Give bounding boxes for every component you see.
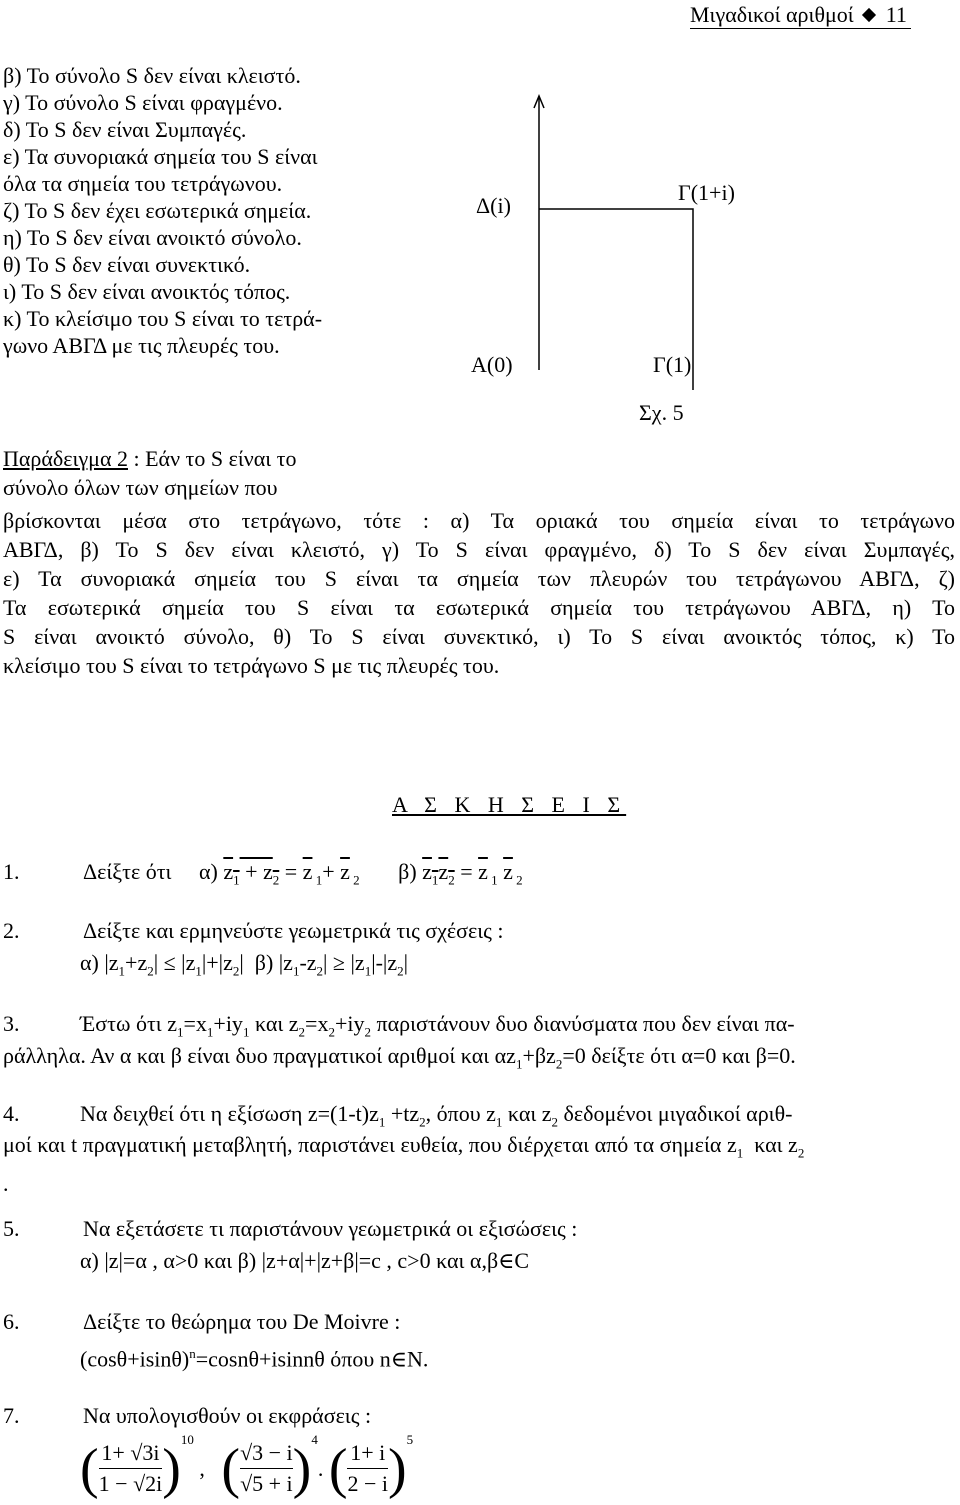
exercise-number: 4.: [3, 1101, 20, 1126]
page-number: 11: [885, 2, 907, 27]
exercise-text: Να υπολογισθούν οι εκφράσεις :: [83, 1403, 372, 1428]
example-line: βρίσκονται μέσα στο τετράγωνο, τότε : α) Τα οριακά του σημεία είναι το τετράγωνο: [3, 508, 955, 533]
page-header: [690, 2, 911, 29]
list-item: ζ) Το S δεν έχει εσωτερικά σημεία.: [3, 198, 312, 223]
diamond-icon: [862, 8, 876, 22]
exercise-number: 6.: [3, 1309, 20, 1334]
exercise-text: Δείξτε και ερμηνεύστε γεωμετρικά τις σχέσεις :: [83, 918, 504, 943]
list-item: γωνο ΑΒΓΔ με τις πλευρές του.: [3, 333, 280, 358]
exercise-text: Να εξετάσετε τι παριστάνουν γεωμετρικά οι εξισώσεις :: [83, 1216, 578, 1241]
figure-caption: Σχ. 5: [639, 400, 684, 425]
exercise-3: 3. Έστω ότι $z_1=x_1+iy_1$ και $z_2=x_2+iy_2$ παριστάνουν δυο διανύσματα που δεν είναι πα- ράλληλα. Αν α και β είναι δυο πραγματικοί αριθμοί και $\alpha z_1+\beta z_2=0$ δείξτε ότι α=0 και β=0.: [3, 1011, 796, 1072]
example-line: Τα εσωτερικά σημεία του S είναι τα εσωτερικά σημεία του τετράγωνου ΑΒΓΔ, η) Το: [3, 595, 955, 620]
list-item: δ) Το S δεν είναι Συμπαγές.: [3, 117, 247, 142]
list-item: γ) Το σύνολο S είναι φραγμένο.: [3, 90, 283, 115]
exercises-title: Α Σ Κ Η Σ Ε Ι Σ: [392, 792, 627, 817]
list-item: όλα τα σημεία του τετράγωνου.: [3, 171, 283, 196]
exercise-text: Δείξτε το θεώρημα του De Moivre :: [83, 1309, 401, 1334]
example-heading: Παράδειγμα 2: [3, 446, 128, 471]
formula-6: $(\cos\theta+isin\theta)^n=\cos n\theta+isinn\theta$ όπου n∈N.: [80, 1346, 429, 1372]
exercise-7: [3, 1400, 372, 1432]
exercise-text: Δείξτε ότι: [83, 859, 172, 884]
example-line1: : Εάν το S είναι το: [133, 446, 297, 471]
example-line: S είναι ανοικτό σύνολο, θ) Το S είναι συνεκτικό, ι) Το S είναι ανοικτός τόπος, κ) Το: [3, 624, 955, 649]
example-line: κλείσιμο του S είναι το τετράγωνο S με τις πλευρές του.: [3, 653, 500, 678]
formula-2: α) $|z_1+z_2| \le |z_1|+|z_2|$ β) $|z_1-z_2| \ge |z_1|-|z_2|$: [80, 950, 408, 979]
exercise-number: 1.: [3, 859, 20, 884]
exercise-4: 4. Να δειχθεί ότι η εξίσωση $z=(1-t)z_1 +tz_2$, όπου $z_1$ και $z_2$ δεδομένοι μιγαδικοί αριθ- μοί και t πραγματική μεταβλητή, παριστάνει ευθεία, που διέρχεται από τα σημεία $z_1$ και $z_2$ .: [3, 1101, 805, 1197]
label-g1i: Γ(1+i): [678, 180, 735, 205]
label-d: Δ(i): [476, 193, 511, 218]
example-body: [3, 506, 955, 680]
square-figure: [500, 90, 760, 390]
list-item: θ) Το S δεν είναι συνεκτικό.: [3, 252, 251, 277]
formula-7: ( $\frac{1+ √3i}{1 - √2i}$ )$^{10}$ , ( $\frac{√3 - i}{√5 + i}$ )$^4$. ( $\frac{1+ i}{2 - i}$ )$^5$: [80, 1432, 414, 1500]
list-item: β) Το σύνολο S δεν είναι κλειστό.: [3, 63, 301, 88]
example-line2: σύνολο όλων των σημείων που: [3, 475, 278, 500]
list-item: κ) Το κλείσιμο του S είναι το τετρά-: [3, 306, 323, 331]
formula-1b: $z_1z_2 = \overline{z}$ $_1$ $\overline{z}$ $_2$: [422, 859, 523, 888]
exercise-5: [3, 1213, 578, 1273]
example-line: ε) Τα συνοριακά σημεία του S είναι τα σημεία των πλευρών του τετράγωνου ΑΒΓΔ, ζ): [3, 566, 955, 591]
exercise-2: [3, 915, 504, 979]
exercise-number: 5.: [3, 1216, 20, 1241]
label-a: Α(0): [471, 352, 513, 377]
property-list: [3, 62, 322, 359]
formula-1a: $z_1 + z_2 = \overline{z}$ $_1+ \overline{z}$ $_2$: [223, 859, 360, 888]
exercise-number: 3.: [3, 1011, 20, 1036]
header-title: Μιγαδικοί αριθμοί: [690, 2, 854, 27]
exercise-6: [3, 1306, 429, 1372]
exercise-1: 1. Δείξτε ότι α) $z_1 + z_2 = \overline{z}$ $_1+ \overline{z}$ $_2$ β) $z_1z_2 = \overline{z}$ $_1$ $\overline{z}$ $_2$: [3, 859, 523, 888]
label-g1: Γ(1): [653, 352, 692, 377]
formula-5: α) |z|=α , α>0 και β) |z+α|+|z+β|=c , c>0 και α,β∈C: [80, 1248, 530, 1273]
example-line: ΑΒΓΔ, β) Το S δεν είναι κλειστό, γ) Το S είναι φραγμένο, δ) Το S δεν είναι Συμπαγές,: [3, 537, 955, 562]
list-item: ι) Το S δεν είναι ανοικτός τόπος.: [3, 279, 291, 304]
exercise-number: 7.: [3, 1403, 20, 1428]
list-item: η) Το S δεν είναι ανοικτό σύνολο.: [3, 225, 302, 250]
list-item: ε) Τα συνοριακά σημεία του S είναι: [3, 144, 318, 169]
exercise-number: 2.: [3, 918, 20, 943]
example-intro: [3, 444, 297, 502]
